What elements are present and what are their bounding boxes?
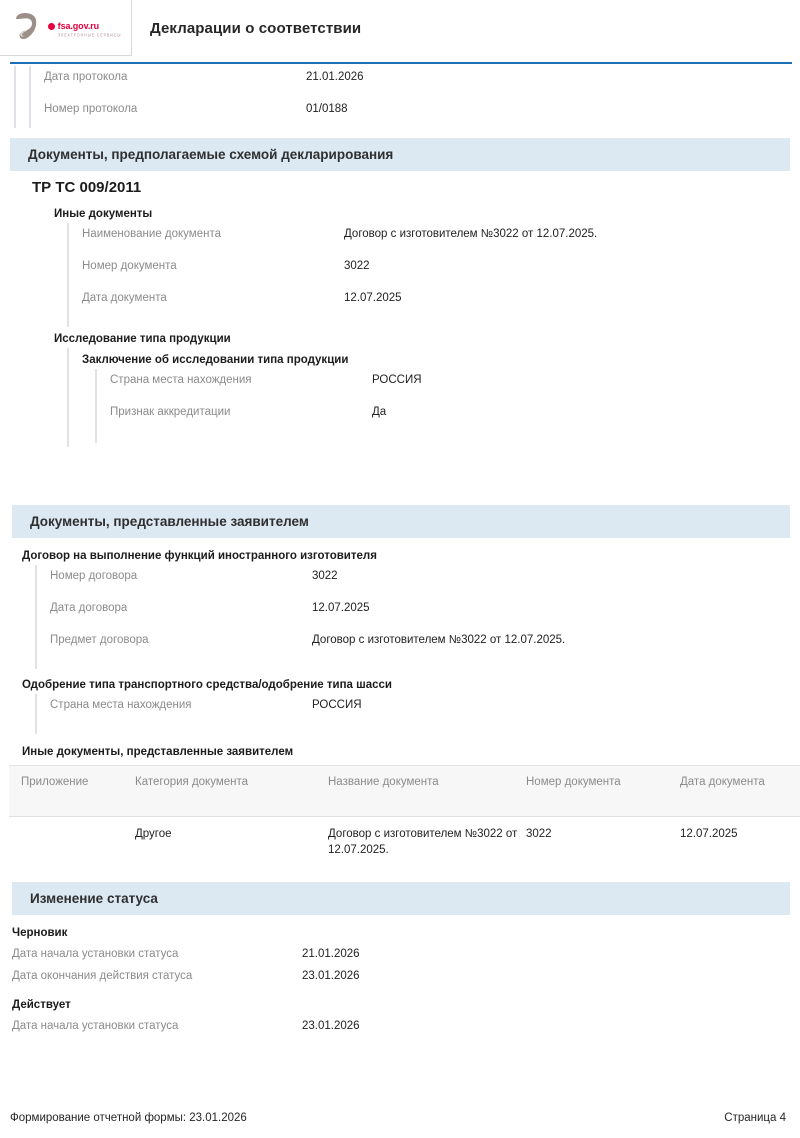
group-heading-foreign-manufacturer-contract: Договор на выполнение функций иностранного изготовителя: [22, 550, 377, 562]
logo-box: [0, 0, 132, 56]
footer-page-number: Страница 4: [724, 1112, 786, 1124]
column-header-name: Название документа: [324, 766, 522, 817]
field-label: Страна места нахождения: [110, 374, 252, 386]
group-heading-other-documents: Иные документы: [54, 208, 153, 220]
cell-date: 12.07.2025: [680, 828, 738, 840]
field-row: [50, 629, 790, 661]
cell-number: 3022: [526, 828, 552, 840]
fsa-logo-icon: [10, 10, 44, 44]
status-field-row: [12, 943, 790, 965]
field-value: 12.07.2025: [344, 292, 402, 304]
section-title: Документы, предполагаемые схемой декларирования: [28, 147, 394, 162]
group-fields-foreign-manufacturer-contract: [35, 565, 790, 669]
section-title: Изменение статуса: [30, 891, 158, 907]
subgroup-fields-conclusion: [95, 369, 790, 443]
status-field-row: [12, 965, 790, 987]
field-label: Наименование документа: [82, 228, 221, 240]
column-header-number: Номер документа: [522, 766, 676, 817]
tech-regulation-title: ТР ТС 009/2011: [32, 179, 142, 196]
status-change-content: [0, 915, 800, 1037]
field-row: [82, 287, 790, 319]
table-body: [9, 817, 800, 869]
section-header-applicant-documents: [12, 505, 790, 538]
field-label: Дата документа: [82, 292, 167, 304]
column-header-attachment: Приложение: [9, 766, 131, 817]
section-title: Документы, представленные заявителем: [30, 514, 309, 529]
status-field-value: 23.01.2026: [302, 1020, 360, 1033]
field-value: 01/0188: [306, 103, 348, 115]
table-header: [9, 766, 800, 817]
field-row: [110, 369, 790, 401]
other-documents-table: [9, 765, 800, 868]
field-row: [44, 66, 800, 98]
field-label: Номер протокола: [44, 103, 138, 115]
field-label: Предмет договора: [50, 634, 149, 646]
page-footer: [0, 1112, 800, 1124]
logo-url: fsa.gov.ru: [57, 20, 100, 31]
field-value: Договор с изготовителем №3022 от 12.07.2025.: [344, 228, 598, 240]
cell-name: Договор с изготовителем №3022 от 12.07.2025.: [328, 828, 518, 856]
group-product-type-study: [67, 348, 790, 447]
status-entry-name: Черновик: [12, 927, 68, 940]
field-label: Дата договора: [50, 602, 128, 614]
status-field-row: [12, 1015, 790, 1037]
field-value: Да: [372, 406, 387, 418]
group-fields-vehicle-type-approval: [35, 694, 790, 734]
field-row: [44, 98, 800, 130]
field-value: 12.07.2025: [312, 602, 370, 614]
page-header: [0, 0, 800, 56]
applicant-documents-content: [0, 538, 800, 761]
field-value: РОССИЯ: [372, 374, 422, 386]
field-row: [82, 255, 790, 287]
column-header-category: Категория документа: [131, 766, 324, 817]
status-field-label: Дата начала установки статуса: [12, 948, 179, 961]
scheme-documents-content: [0, 171, 800, 447]
indent-rails: [0, 66, 44, 130]
indent-rail-2: [29, 66, 31, 128]
group-heading-other-applicant-documents: Иные документы, представленные заявителем: [22, 746, 294, 758]
footer-generated-text: Формирование отчетной формы: 23.01.2026: [10, 1112, 247, 1124]
field-label: Номер документа: [82, 260, 177, 272]
cell-category: Другое: [135, 828, 172, 840]
field-label: Дата протокола: [44, 71, 128, 83]
protocol-fields-block: [0, 64, 800, 130]
field-value: 3022: [344, 260, 370, 272]
field-label: Номер договора: [50, 570, 138, 582]
subgroup-heading-conclusion: Заключение об исследовании типа продукции: [82, 354, 349, 366]
group-fields-other-documents: [67, 223, 790, 327]
status-field-label: Дата окончания действия статуса: [12, 970, 193, 983]
field-row: [110, 401, 790, 433]
field-label: Признак аккредитации: [110, 406, 231, 418]
group-heading-vehicle-type-approval: Одобрение типа транспортного средства/одобрение типа шасси: [22, 679, 392, 691]
status-entry-name: Действует: [12, 999, 71, 1012]
field-value: Договор с изготовителем №3022 от 12.07.2025.: [312, 634, 566, 646]
page-title-container: [132, 0, 800, 56]
field-value: РОССИЯ: [312, 699, 362, 711]
indent-rail-1: [14, 66, 16, 128]
section-header-status-change: [12, 882, 790, 915]
field-row: [50, 565, 790, 597]
page-title: Декларации о соответствии: [150, 19, 362, 37]
field-value: 21.01.2026: [306, 71, 364, 83]
field-value: 3022: [312, 570, 338, 582]
status-field-value: 21.01.2026: [302, 948, 360, 961]
status-field-label: Дата начала установки статуса: [12, 1020, 179, 1033]
group-heading-product-type-study: Исследование типа продукции: [54, 333, 231, 345]
logo-dot-icon: [48, 23, 55, 30]
cell-attachment: [9, 817, 131, 869]
table-header-row: [9, 766, 800, 817]
column-header-date: Дата документа: [676, 766, 800, 817]
logo-subtitle: ЭЛЕКТРОННЫЕ СЕРВИСЫ: [57, 32, 122, 38]
field-row: [50, 694, 790, 726]
field-row: [50, 597, 790, 629]
field-label: Страна места нахождения: [50, 699, 192, 711]
section-header-scheme-documents: [10, 138, 790, 171]
status-field-value: 23.01.2026: [302, 970, 360, 983]
table-row: [9, 817, 800, 869]
field-row: [82, 223, 790, 255]
